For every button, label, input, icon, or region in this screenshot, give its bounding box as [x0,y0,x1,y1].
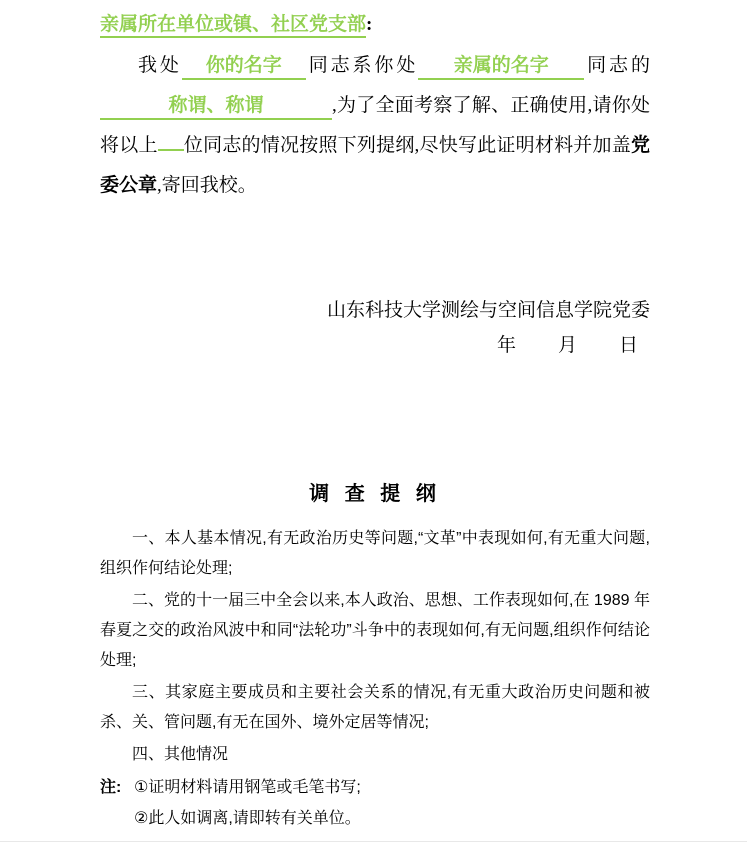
day-label: 日 [618,335,638,356]
signature-line: 山东科技大学测绘与空间信息学院党委 [326,300,650,321]
year-label: 年 [496,335,516,356]
relative-name-field[interactable]: 亲属的名字 [418,54,584,80]
outline-item-3: 三、其家庭主要成员和主要社会关系的情况,有无重大政治历史问题和被杀、关、管问题,有无在国外、境外定居等情况; [100,684,650,731]
count-field[interactable] [158,149,184,151]
notes-body [134,772,650,834]
note-2: ②此人如调离,请即转有关单位。 [134,810,361,827]
notes-label: 注: [100,779,122,796]
outline-item-1: 一、本人基本情况,有无政治历史等问题,“文革”中表现如何,有无重大问题,组织作何结论处理; [100,530,650,577]
outline-items [100,524,650,770]
seal-emphasis-text: 党委公章 [100,135,650,196]
your-name-field[interactable]: 你的名字 [182,54,306,80]
salutation-text: 亲属所在单位或镇、社区党支部 [100,14,366,38]
month-label: 月 [557,335,577,356]
salutation-line [100,10,650,40]
outline-item-4: 四、其他情况 [132,746,229,763]
letter-section [100,10,650,360]
salutation-colon: : [366,14,373,35]
text-run-4: ,为了全面考察了解、正确使用,请你处将以上 [100,95,650,156]
outline-item-2: 二、党的十一届三中全会以来,本人政治、思想、工作表现如何,在 1989 年春夏之交的政治风波中和同“法轮功”斗争中的表现如何,有无问题,组织作何结论处理; [100,592,650,669]
text-run-1: 我处 [138,55,182,76]
text-run-6: ,寄回我校。 [157,175,257,196]
notes [100,772,650,834]
note-1: ①证明材料请用钢笔或毛笔书写; [134,779,361,796]
letter-paragraph [100,46,650,206]
text-run-3: 同志的 [584,55,650,76]
text-run-2: 同志系你处 [305,55,419,76]
outline-section [100,480,650,834]
relation-field[interactable]: 称谓、称谓 [100,94,332,120]
text-run-5: 位同志的情况按照下列提纲,尽快写此证明材料并加盖 [183,135,631,156]
outline-title: 调 查 提 纲 [309,483,441,505]
date-line [100,332,650,360]
